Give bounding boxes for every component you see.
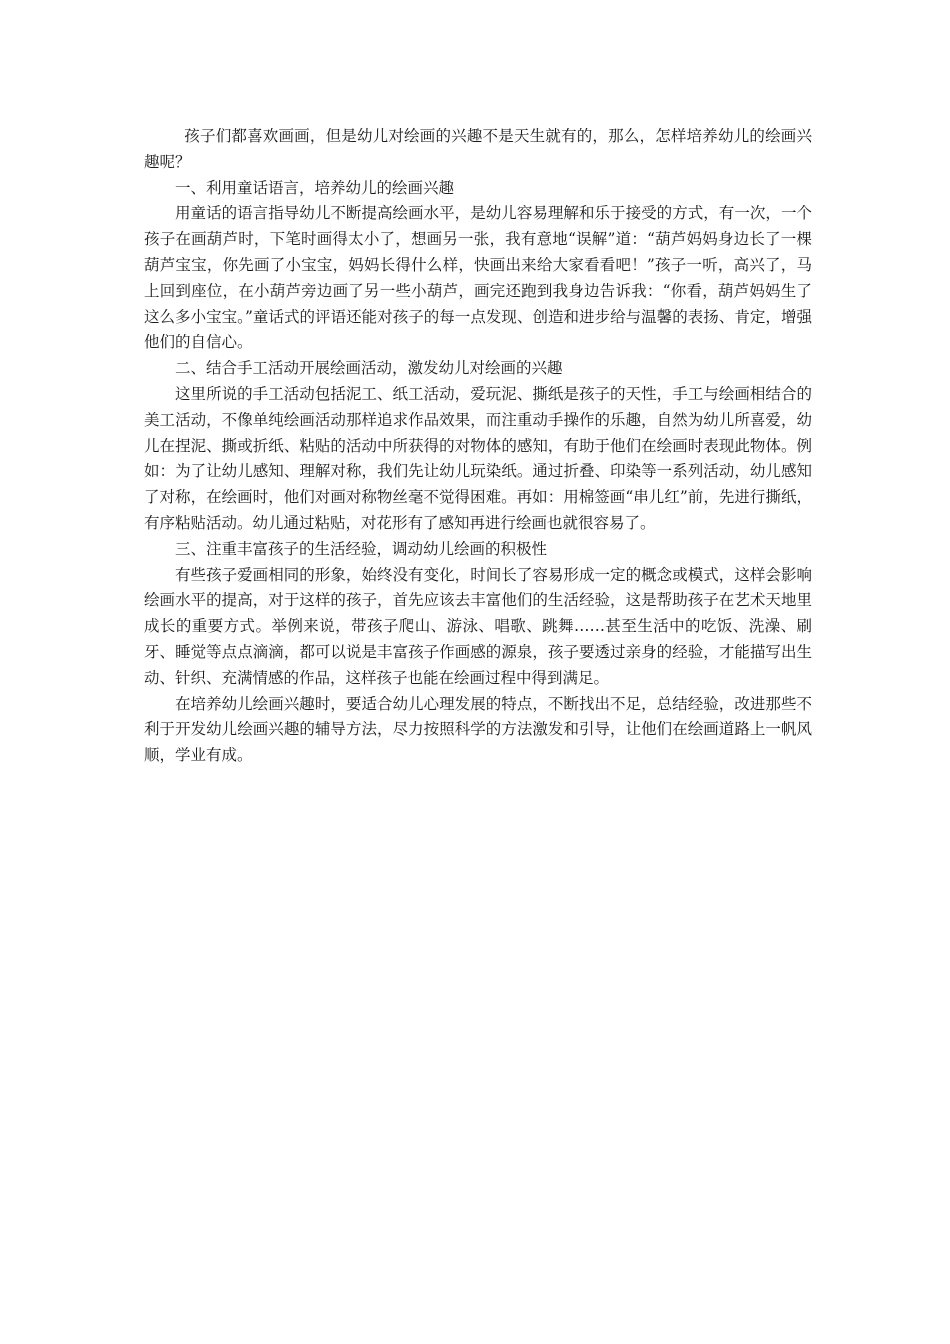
section-1-body: 用童话的语言指导幼儿不断提高绘画水平，是幼儿容易理解和乐于接受的方式，有一次，一个孩子在画葫芦时，下笔时画得太小了，想画另一张，我有意地“误解”道：“葫芦妈妈身边长了一棵葫芦宝宝，你先画了小宝宝，妈妈长得什么样，快画出来给大家看看吧！”孩子一听，高兴了，马上回到座位，在小葫芦旁边画了另一些小葫芦，画完还跑到我身边告诉我：“你看，葫芦妈妈生了这么多小宝宝。”童话式的评语还能对孩子的每一点发现、创造和进步给与温馨的表扬、肯定，增强他们的自信心。 <box>144 204 812 352</box>
section-1-heading: 一、利用童话语言，培养幼儿的绘画兴趣 <box>175 178 455 197</box>
section-2-heading: 二、结合手工活动开展绘画活动，激发幼儿对绘画的兴趣 <box>175 359 563 378</box>
conclusion-paragraph: 在培养幼儿绘画兴趣时，要适合幼儿心理发展的特点，不断找出不足，总结经验，改进那些不利于开发幼儿绘画兴趣的辅导方法，尽力按照科学的方法激发和引导，让他们在绘画道路上一帆风顺，学业有成。 <box>144 694 812 765</box>
section-2-body: 这里所说的手工活动包括泥工、纸工活动，爱玩泥、撕纸是孩子的天性，手工与绘画相结合的美工活动，不像单纯绘画活动那样追求作品效果，而注重动手操作的乐趣，自然为幼儿所喜爱，幼儿在捏泥、撕或折纸、粘贴的活动中所获得的对物体的感知，有助于他们在绘画时表现此物体。例如：为了让幼儿感知、理解对称，我们先让幼儿玩染纸。通过折叠、印染等一系列活动，幼儿感知了对称，在绘画时，他们对画对称物丝毫不觉得困难。再如：用棉签画“串儿红”前，先进行撕纸，有序粘贴活动。幼儿通过粘贴，对花形有了感知再进行绘画也就很容易了。 <box>144 384 812 532</box>
document-page <box>144 124 812 769</box>
section-3-body: 有些孩子爱画相同的形象，始终没有变化，时间长了容易形成一定的概念或模式，这样会影响绘画水平的提高，对于这样的孩子，首先应该去丰富他们的生活经验，这是帮助孩子在艺术天地里成长的重要方式。举例来说，带孩子爬山、游泳、唱歌、跳舞……甚至生活中的吃饭、洗澡、刷牙、睡觉等点点滴滴，都可以说是丰富孩子作画感的源泉，孩子要透过亲身的经验，才能描写出生动、针织、充满情感的作品，这样孩子也能在绘画过程中得到满足。 <box>144 565 812 687</box>
section-3-heading: 三、注重丰富孩子的生活经验，调动幼儿绘画的积极性 <box>175 539 548 558</box>
intro-paragraph: 孩子们都喜欢画画，但是幼儿对绘画的兴趣不是天生就有的，那么，怎样培养幼儿的绘画兴趣呢？ <box>144 127 812 171</box>
